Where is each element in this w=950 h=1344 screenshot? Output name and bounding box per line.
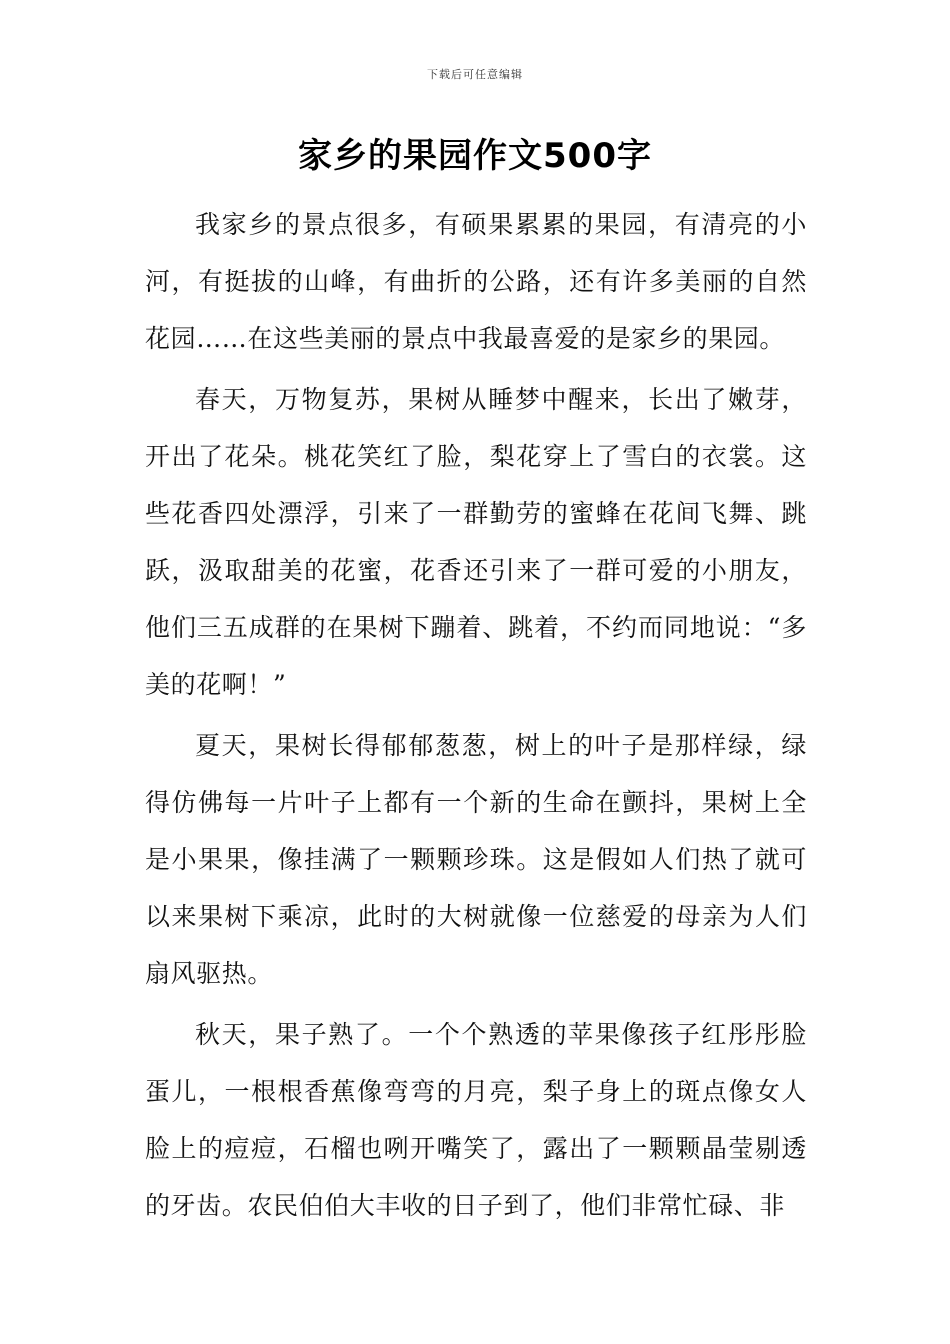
document-title: 家乡的果园作文500字	[298, 136, 652, 176]
paragraph-autumn: 秋天，果子熟了。一个个熟透的苹果像孩子红彤彤脸蛋儿，一根根香蕉像弯弯的月亮，梨子身上的斑点像女人脸上的痘痘，石榴也咧开嘴笑了，露出了一颗颗晶莹剔透的牙齿。农民伯伯大丰收的日子到了，他们非常忙碌、非	[145, 1020, 807, 1220]
header-note: 下载后可任意编辑	[427, 68, 523, 81]
paragraph-intro: 我家乡的景点很多，有硕果累累的果园，有清亮的小河，有挺拔的山峰，有曲折的公路，还有许多美丽的自然花园……在这些美丽的景点中我最喜爱的是家乡的果园。	[145, 210, 807, 353]
document-body	[145, 196, 807, 1234]
paragraph-summer: 夏天，果树长得郁郁葱葱，树上的叶子是那样绿，绿得仿佛每一片叶子上都有一个新的生命在颤抖，果树上全是小果果，像挂满了一颗颗珍珠。这是假如人们热了就可以来果树下乘凉，此时的大树就像一位慈爱的母亲为人们扇风驱热。	[145, 731, 807, 988]
paragraph-spring: 春天，万物复苏，果树从睡梦中醒来，长出了嫩芽，开出了花朵。桃花笑红了脸，梨花穿上了雪白的衣裳。这些花香四处漂浮，引来了一群勤劳的蜜蜂在花间飞舞、跳跃，汲取甜美的花蜜，花香还引来了一群可爱的小朋友，他们三五成群的在果树下蹦着、跳着，不约而同地说：“多美的花啊！”	[145, 385, 807, 699]
